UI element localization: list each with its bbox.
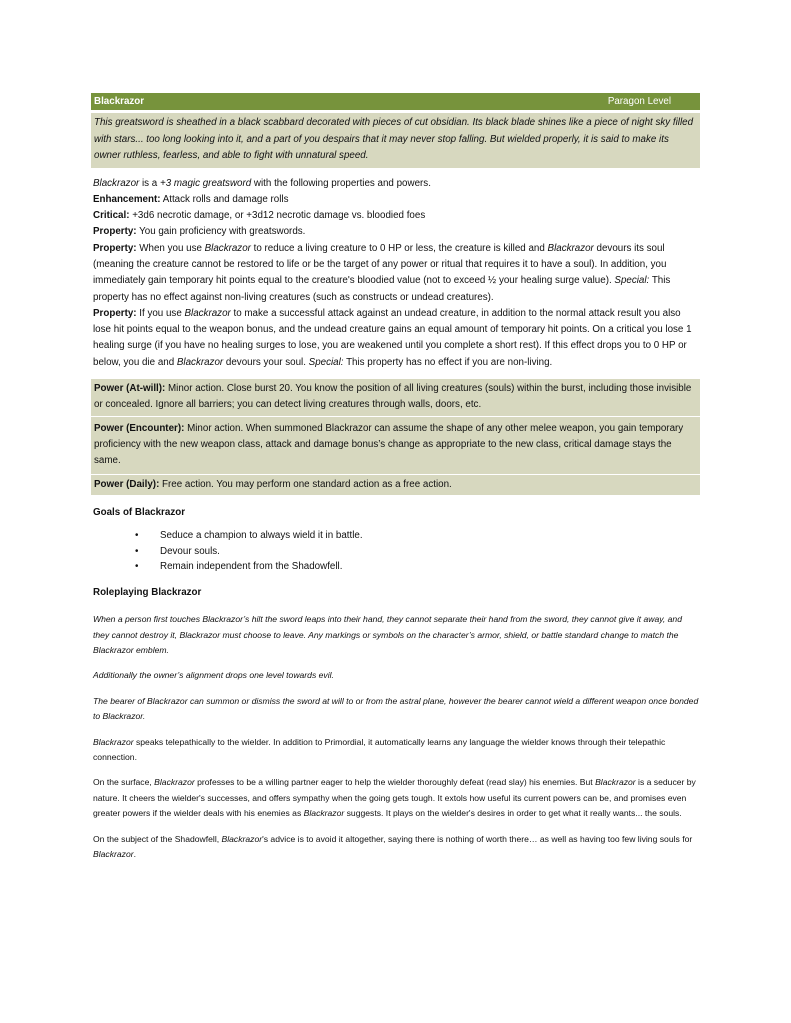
goals-list [135, 528, 700, 575]
item-intro: Blackrazor is a +3 magic greatsword with the following properties and powers. [93, 177, 431, 189]
item-header [91, 93, 700, 110]
properties-block [91, 176, 700, 372]
bullet: • [135, 529, 139, 541]
roleplaying-paragraph: On the surface, Blackrazor professes to be a willing partner eager to help the wielder thoroughly defeat (read slay) his enemies. But Blackrazor is a seducer by nature. It cheers the wielder's successes, and offers sympathy when the going gets tough. It extols how useful its current powers can be, and promises even greater powers if the wielder deals with his enemies as Blackrazor suggests. It plays on the wielder's desires in order to get what it really wants... the souls. [93, 777, 696, 819]
enhancement-line: Enhancement: Attack rolls and damage rolls [93, 193, 289, 205]
item-name: Blackrazor [94, 96, 145, 107]
item-flavor-text: This greatsword is sheathed in a black scabbard decorated with pieces of cut obsidian. Its black blade shines like a piece of night sky filled with stars... too long looking into it, and a part of you despairs that it may never stop falling. But wielded properly, it is said to make its owner ruthless, fearless, and able to fight with unnatural speed. [91, 110, 700, 168]
property-proficiency: Property: You gain proficiency with greatswords. [93, 226, 306, 238]
property-soul-devour: Property: When you use Blackrazor to reduce a living creature to 0 HP or less, the creature is killed and Blackrazor devours its soul (meaning the creature cannot be restored to life or be the target of any power or ritual that requires it to have a soul). In addition, you immediately gain temporary hit points equal to the creature's bloodied value (not to exceed ½ your healing surge value). Special: This property has no effect against non-living creatures (such as constructs or undead creatures). [93, 242, 671, 303]
bullet: • [135, 561, 139, 573]
list-item: • Devour souls. [135, 544, 700, 560]
list-item: • Seduce a champion to always wield it in battle. [135, 528, 700, 544]
critical-line: Critical: +3d6 necrotic damage, or +3d12 necrotic damage vs. bloodied foes [93, 210, 426, 222]
item-level: Paragon Level [607, 96, 671, 107]
roleplaying-paragraph: Blackrazor speaks telepathically to the wielder. In addition to Primordial, it automatically learns any language the wielder knows through their telepathic connection. [93, 736, 666, 763]
power-encounter: Power (Encounter): Minor action. When summoned Blackrazor can assume the shape of any other melee weapon, you gain temporary proficiency with the new weapon class, attack and damage bonus’s change as appropriate to the new class, critical damage stays the same. [91, 417, 700, 474]
roleplaying-paragraph: The bearer of Blackrazor can summon or dismiss the sword at will to or from the astral plane, however the bearer cannot wield a different weapon once bonded to Blackrazor. [93, 695, 699, 722]
property-undead: Property: If you use Blackrazor to make a successful attack against an undead creature, in addition to the normal attack result you also lose hit points equal to the weapon bonus, and the undead creature gains an equal amount of temporary hit points. On a critical you lose 1 healing surge (if you have no healing surges to lose, you are weakened until you complete a short rest). If this effect drops you to 0 HP or below, you die and Blackrazor devours your soul. Special: This property has no effect if you are non-living. [93, 307, 692, 368]
roleplaying-paragraph: Additionally the owner’s alignment drops one level towards evil. [93, 670, 334, 681]
roleplaying-paragraph: When a person first touches Blackrazor’s hilt the sword leaps into their hand, they cannot separate their hand from the sword, they cannot give it away, and they cannot destroy it, Blackrazor must choose to leave. Any markings or symbols on the character’s armor, shield, or battle standard change to match the Blackrazor emblem. [93, 614, 682, 656]
document-body [91, 93, 700, 863]
bullet: • [135, 545, 139, 557]
roleplaying-paragraph: On the subject of the Shadowfell, Blackrazor's advice is to avoid it altogether, saying there is nothing of worth there… as well as having too few living souls for Blackrazor. [93, 833, 693, 860]
goals-heading: Goals of Blackrazor [93, 506, 186, 518]
power-daily: Power (Daily): Free action. You may perform one standard action as a free action. [91, 475, 700, 495]
power-at-will: Power (At-will): Minor action. Close burst 20. You know the position of all living creatures (souls) within the burst, including those invisible or concealed. Ignore all barriers; you can detect living creatures through walls, doors, etc. [91, 379, 700, 416]
list-item: • Remain independent from the Shadowfell. [135, 559, 700, 575]
roleplaying-heading: Roleplaying Blackrazor [93, 587, 202, 599]
